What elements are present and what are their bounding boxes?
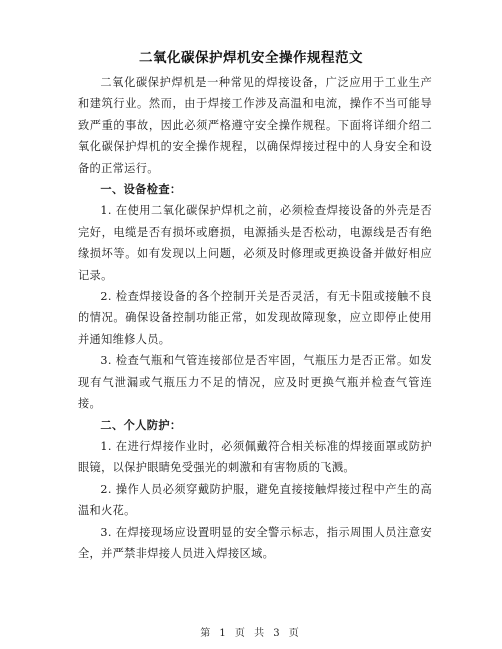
section-heading-equipment-check: 一、设备检查： — [100, 183, 182, 197]
section-heading-personal-protection: 二、个人防护： — [100, 418, 182, 432]
personal-protection-item-2: 2. 操作人员必须穿戴防护服，避免直接接触焊接过程中产生的高温和火花。 — [78, 482, 432, 518]
equipment-check-item-3: 3. 检查气瓶和气管连接部位是否牢固，气瓶压力是否正常。如发现有气泄漏或气瓶压力不足的情况，应及时更换气瓶并检查气管连接。 — [78, 354, 432, 411]
intro-paragraph: 二氧化碳保护焊机是一种常见的焊接设备，广泛应用于工业生产和建筑行业。然而，由于焊接工作涉及高温和电流，操作不当可能导致严重的事故，因此必须严格遵守安全操作规程。下面将详细介绍二氧化碳保护焊机的安全操作规程，以确保焊接过程中的人身安全和设备的正常运行。 — [78, 76, 432, 175]
document-body — [78, 72, 432, 564]
equipment-check-item-1: 1. 在使用二氧化碳保护焊机之前，必须检查焊接设备的外壳是否完好，电缆是否有损坏或磨损，电源插头是否松动，电源线是否有绝缘损坏等。如有发现以上问题，必须及时修理或更换设备并做好相应记录。 — [78, 204, 432, 282]
equipment-check-item-2: 2. 检查焊接设备的各个控制开关是否灵活，有无卡阻或接触不良的情况。确保设备控制功能正常，如发现故障现象，应立即停止使用并通知维修人员。 — [78, 290, 432, 346]
personal-protection-item-1: 1. 在进行焊接作业时，必须佩戴符合相关标准的焊接面罩或防护眼镜，以保护眼睛免受强光的刺激和有害物质的飞溅。 — [78, 439, 432, 475]
personal-protection-item-3: 3. 在焊接现场应设置明显的安全警示标志，指示周围人员注意安全，并严禁非焊接人员进入焊接区域。 — [78, 525, 432, 560]
document-title: 二氧化碳保护焊机安全操作规程范文 — [139, 50, 363, 66]
page-number-footer: 第 1 页 共 3 页 — [200, 628, 302, 639]
